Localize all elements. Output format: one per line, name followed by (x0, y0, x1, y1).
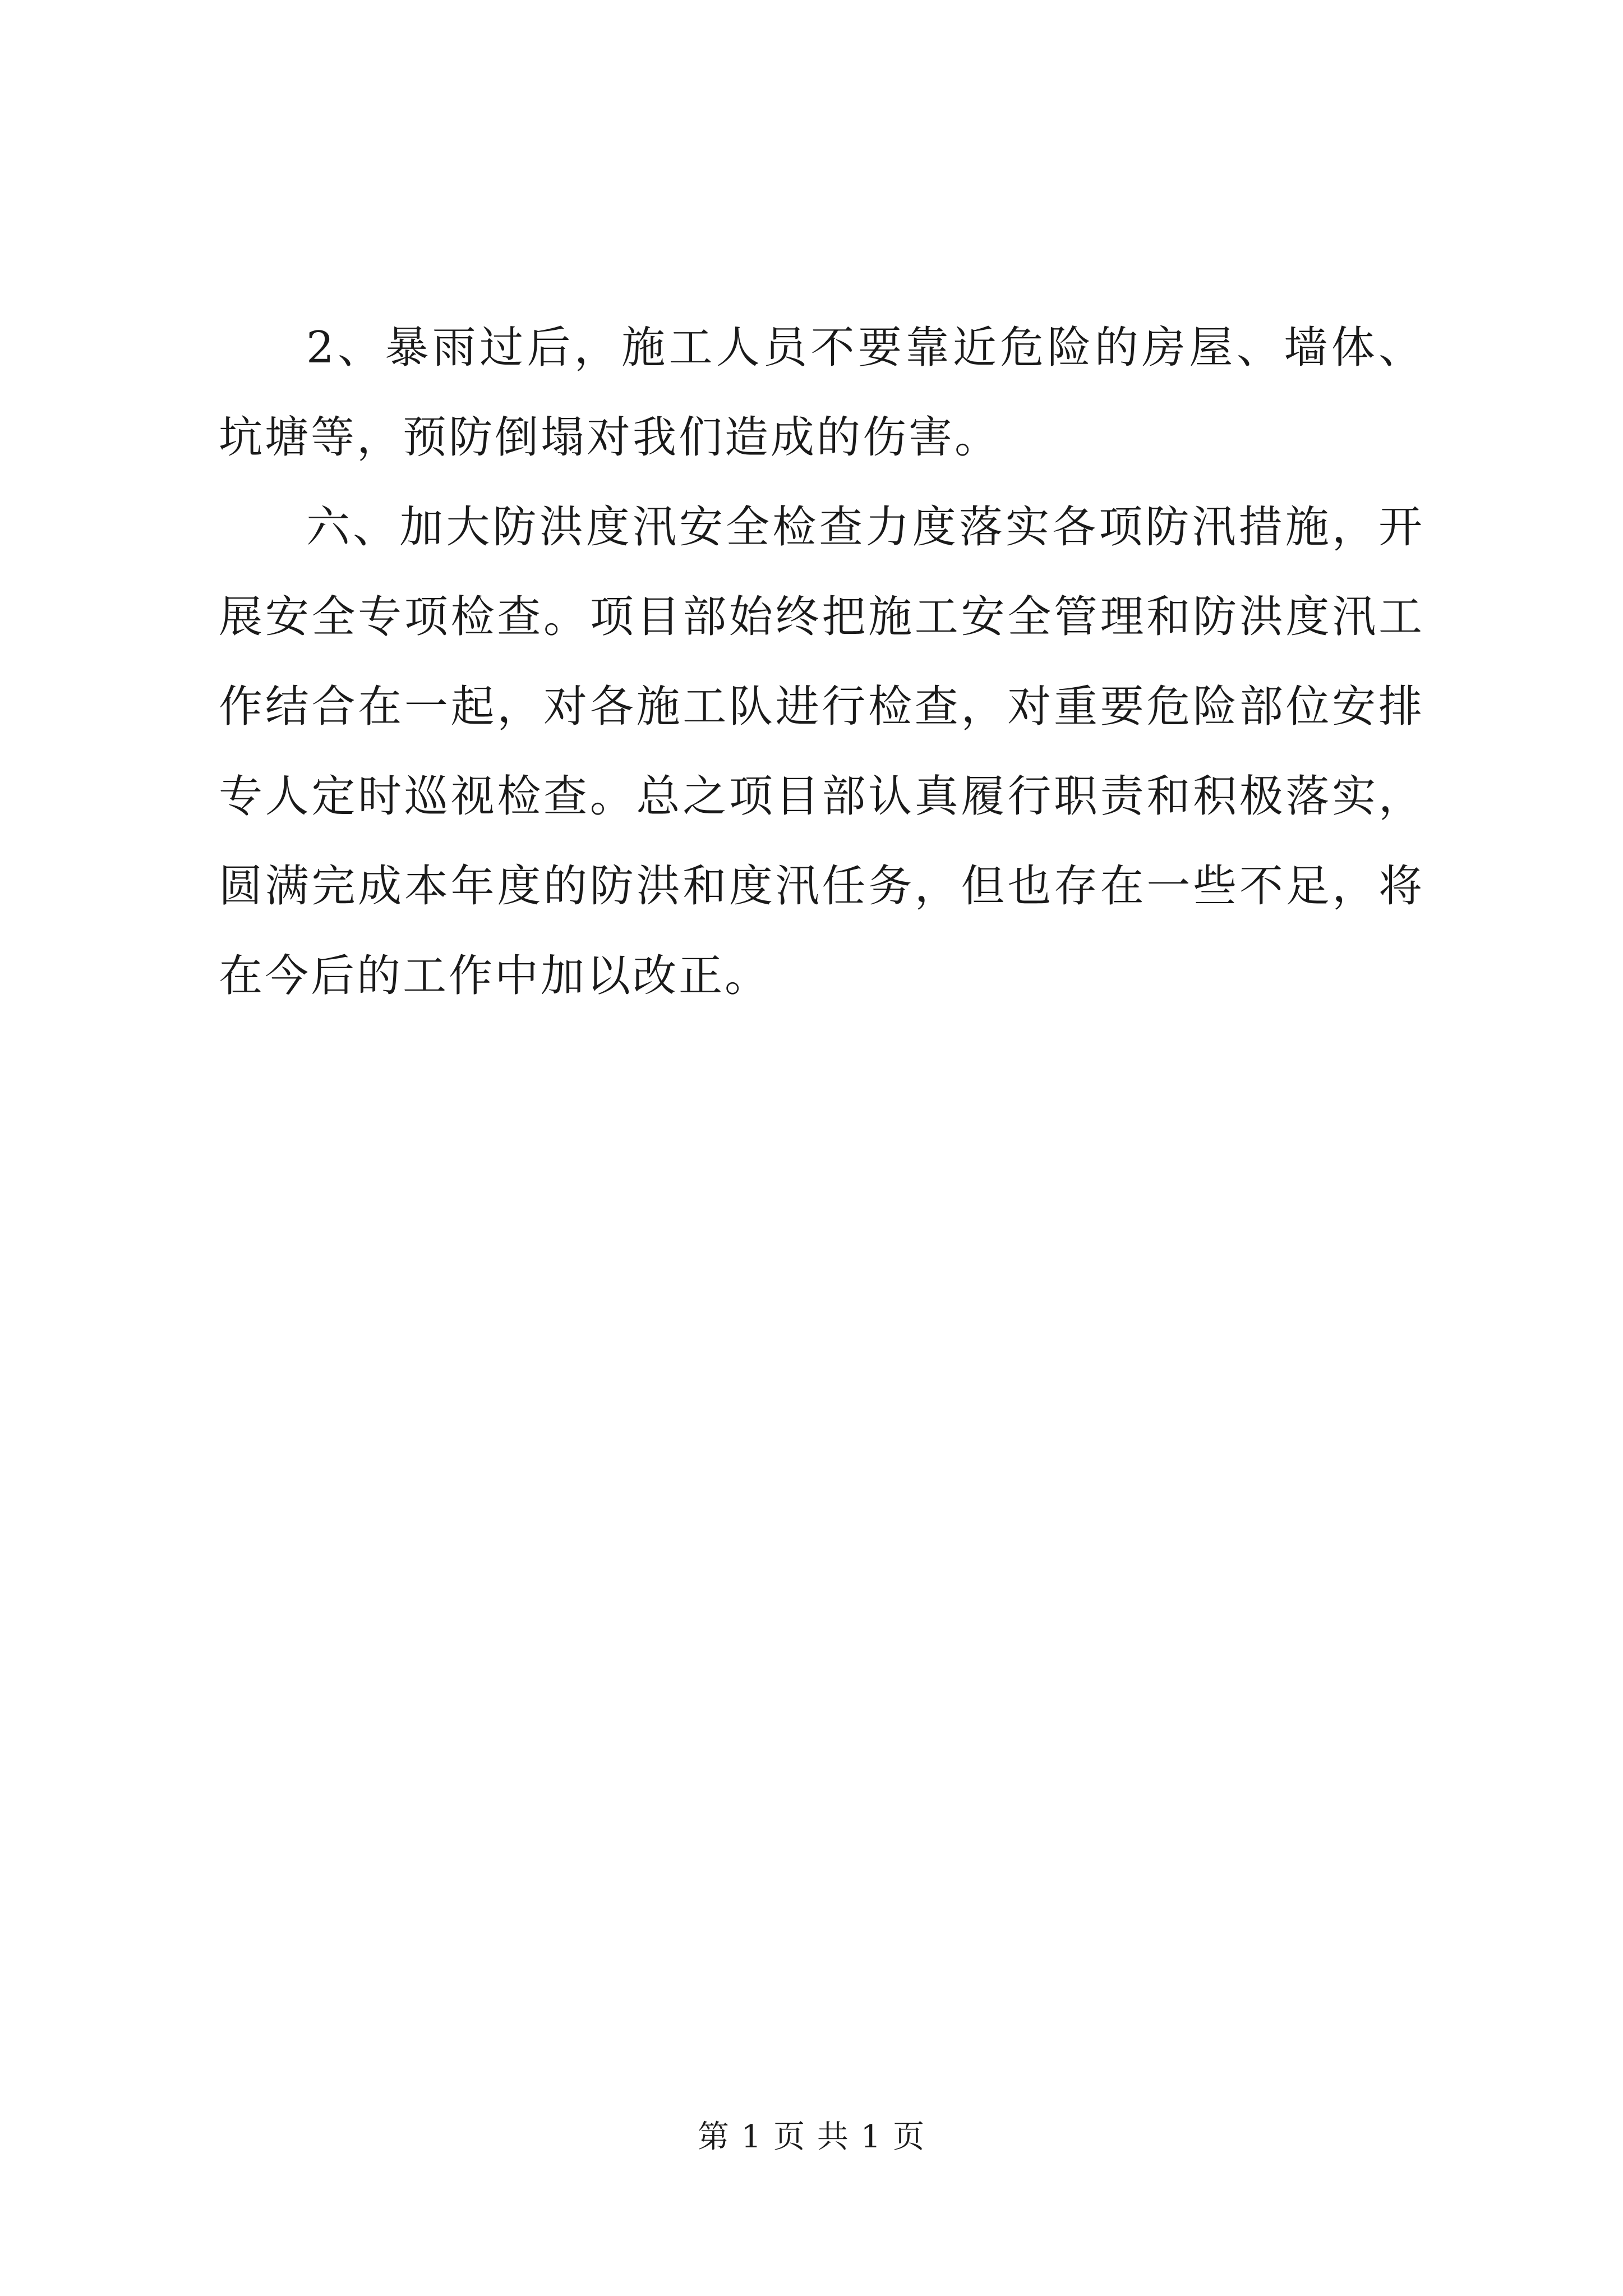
document-body (219, 303, 1424, 1021)
page-number-footer: 第 1 页 共 1 页 (697, 2119, 926, 2155)
paragraph-rainstorm-safety: 2、暴雨过后，施工人员不要靠近危险的房屋、墙体、坑塘等，预防倒塌对我们造成的伤害。 (219, 323, 1424, 463)
paragraph-flood-inspection: 六、加大防洪度汛安全检查力度落实各项防汛措施，开展安全专项检查。项目部始终把施工安全管理和防洪度汛工作结合在一起，对各施工队进行检查，对重要危险部位安排专人定时巡视检查。总之项目部认真履行职责和积极落实，圆满完成本年度的防洪和度汛任务，但也存在一些不足，将在今后的工作中加以改正。 (219, 502, 1424, 1001)
